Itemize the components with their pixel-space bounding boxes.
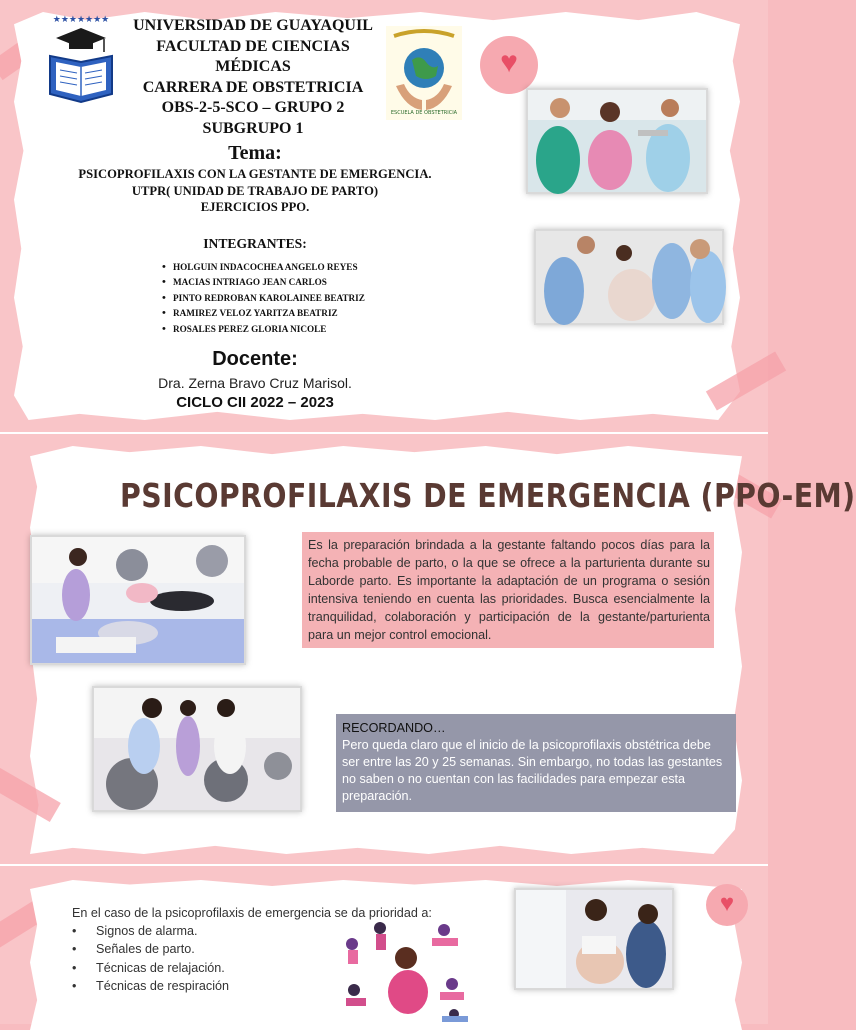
list-item-label: Técnicas de relajación.: [96, 960, 225, 975]
integrantes-list: [162, 260, 365, 337]
tema-line: PSICOPROFILAXIS CON LA GESTANTE DE EMERGENCIA.: [78, 167, 432, 181]
reminder-heading: RECORDANDO…: [342, 721, 446, 735]
heart-icon: ♥: [719, 890, 735, 917]
header-line: UNIVERSIDAD DE GUAYAQUIL: [133, 17, 373, 34]
list-item: [72, 977, 229, 995]
docente-name: Dra. Zerna Bravo Cruz Marisol.: [158, 375, 352, 391]
header-line: FACULTAD DE CIENCIAS MÉDICAS: [156, 37, 350, 75]
list-item-label: Signos de alarma.: [96, 924, 198, 938]
yoga-illustration: [336, 916, 472, 1024]
tema-heading: Tema:: [228, 142, 282, 164]
list-item: • ROSALES PEREZ GLORIA NICOLE: [162, 322, 365, 337]
photo-couple-exercise: [514, 888, 674, 990]
heart-badge: [480, 36, 538, 94]
header-line: OBS-2-5-SCO – GRUPO 2: [161, 99, 345, 116]
priority-intro: En el caso de la psicoprofilaxis de emergencia se da prioridad a:: [72, 906, 432, 920]
university-header: [120, 16, 386, 139]
list-item: • HOLGUIN INDACOCHEA ANGELO REYES: [162, 260, 365, 275]
list-item: • MACIAS INTRIAGO JEAN CARLOS: [162, 275, 365, 290]
heart-badge: [706, 884, 748, 926]
tema-lines: [60, 166, 450, 216]
photo-ball-exercise: [92, 686, 302, 812]
list-item: [72, 940, 229, 958]
slide-2-title: PSICOPROFILAXIS DE EMERGENCIA (PPO-EM): [120, 476, 856, 515]
photo-labor-exercise: [534, 229, 724, 325]
ciclo: CICLO CII 2022 – 2023: [176, 394, 334, 411]
priority-list: [72, 922, 229, 995]
list-item: [72, 922, 229, 940]
heart-icon: ♥: [500, 46, 518, 79]
bullet: •: [72, 978, 77, 993]
tema-line: UTPR( UNIDAD DE TRABAJO DE PARTO): [131, 183, 379, 198]
reminder-text: Pero queda claro que el inicio de la psicoprofilaxis obstétrica debe ser entre las 20 y 25 semanas. Sin embargo, no todas las gestantes no saben o no cuentan con las facilidades para empezar esta preparación.: [342, 738, 723, 803]
list-item: • PINTO REDROBAN KAROLAINEE BEATRIZ: [162, 291, 365, 306]
tema-line: EJERCICIOS PPO.: [200, 200, 310, 214]
bullet: •: [72, 960, 77, 975]
photo-mat-exercise: [30, 535, 246, 665]
header-line: SUBGRUPO 1: [202, 119, 304, 137]
list-item-label: Señales de parto.: [96, 942, 195, 957]
list-item: [72, 959, 229, 977]
photo-delivery-room: [526, 88, 708, 194]
description-box: [302, 532, 714, 648]
svg-text:★★★★★★★: ★★★★★★★: [52, 15, 110, 25]
description-text: Es la preparación brindada a la gestante faltando pocos días para la fecha probable de parto, o la que se ofrece a la parturienta durante su Laborde parto. Es importante la adaptación de un programa o sesión intensiva teniendo en cuenta las prioridades. Busca esencialmente la tranquilidad, colaboración y participación de la gestante/parturienta para un mejor control emocional.: [308, 538, 710, 642]
header-line: CARRERA DE OBSTETRICIA: [142, 78, 364, 96]
bullet: •: [72, 942, 77, 957]
reminder-box: [336, 714, 736, 812]
bullet: •: [72, 924, 77, 938]
slide-1: [0, 0, 768, 432]
list-item: • RAMIREZ VELOZ YARITZA BEATRIZ: [162, 306, 365, 321]
list-item-label: Técnicas de respiración: [96, 978, 229, 993]
logo-caption: ESCUELA DE OBSTETRICIA: [390, 110, 458, 116]
integrantes-heading: INTEGRANTES:: [203, 236, 307, 251]
docente-heading: Docente:: [212, 348, 298, 370]
university-crest-logo: [44, 12, 118, 106]
obstetrics-school-logo: [386, 26, 462, 120]
